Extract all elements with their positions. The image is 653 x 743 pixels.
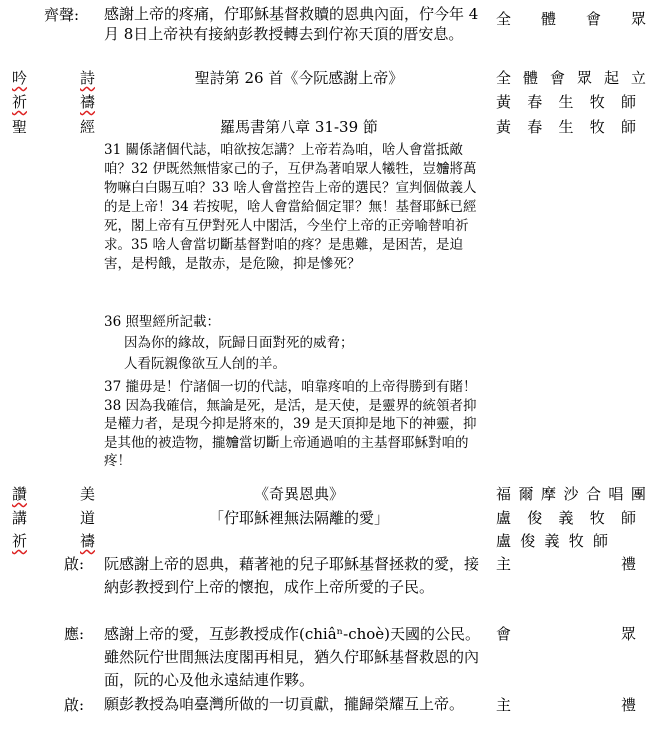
scripture-quote-2: 人看阮親像欲互人刣的羊。 [124,356,286,372]
praise-title: 《奇異恩典》 [253,485,344,503]
resp1-label: 啟: [64,555,85,573]
prayer-label-1: 祈 [12,93,28,111]
scripture-title: 羅馬書第八章 31-39 節 [220,118,378,136]
resp1-text: 阮感謝上帝的恩典，藉著祂的兒子耶穌基督拯救的愛，接納彭教授到佇上帝的懷抱，成作上帝所愛的子民。 [104,555,480,596]
resp2-right: 會 眾 [496,625,636,643]
prayer-label-2: 禱 [80,93,96,111]
hymn-title: 聖詩第 26 首《今阮感謝上帝》 [194,69,404,87]
sermon-title: 「佇耶穌裡無法隔離的愛」 [208,509,389,527]
scripture-passage-3: 37 攏毋是！佇諸個一切的代誌，咱靠疼咱的上帝得勝到有賭！38 因為我確信，無論是死，是活，是天使，是靈界的統領者抑是權力者，是現今抑是將來的，39 是天頂抑是地下的神靈，抑是其他的被造物，攏𣍐當切斷上帝通過咱的主基督耶穌對咱的疼！ [104,379,477,469]
scripture-quote-1: 因為你的緣故，阮歸日面對死的威脅； [124,335,354,351]
unison-label: 齊聲: [44,6,80,24]
scripture-label-2: 經 [80,118,96,136]
hymn-label-1: 吟 [12,69,28,87]
resp2-label: 應: [64,625,85,643]
prayer-right: 黃 春 生 牧 師 [496,93,636,111]
resp3-text: 願彭教授為咱臺灣所做的一切貢獻，攏歸榮耀互上帝。 [104,695,465,713]
prayer2-right: 盧 俊 義 牧 師 [496,532,608,550]
resp3-label: 啟: [64,696,85,714]
resp2-text: 感謝上帝的愛，互彭教授成作(chiâⁿ-choè)天國的公民。雖然阮佇世間無法度閣再相見，猶久佇耶穌基督救恩的內面，阮的心及他永遠結連作夥。 [104,625,481,689]
scripture-label-1: 聖 [12,118,28,136]
scripture-right: 黃 春 生 牧 師 [496,118,636,136]
hymn-label-2: 詩 [80,69,96,87]
scripture-passage-2: 36 照聖經所記載： [104,314,220,330]
prayer2-label-2: 禱 [80,532,96,550]
sermon-label-2: 道 [80,509,96,527]
hymn-right: 全 體 會 眾 起 立 [496,69,646,87]
praise-right: 福 爾 摩 沙 合 唱 團 [496,485,646,503]
sermon-right: 盧 俊 義 牧 師 [496,509,636,527]
praise-label-2: 美 [80,485,96,503]
resp1-right: 主 禮 [496,555,636,573]
sermon-label-1: 講 [12,509,28,527]
prayer2-label-1: 祈 [12,532,28,550]
resp3-right: 主 禮 [496,696,636,714]
unison-text: 感謝上帝的疼痛，佇耶穌基督救贖的恩典內面，佇今年 4月 8日上帝袂有接納彭教授轉去到佇祢天頂的厝安息。 [104,5,479,43]
unison-right: 全 體 會 眾 [496,10,646,28]
scripture-passage-1: 31 關係諸個代誌，咱欲按怎講？上帝若為咱，啥人會當抵敵咱？32 伊既然無惜家己的子，互伊為著咱眾人犧牲，豈𣍐將萬物嘛白白賜互咱？33 啥人會當控告上帝的選民？宣判個做義人的是上帝！34 若按呢，啥人會當給個定罪？無！基督耶穌已經死，閣上帝有互伊對死人中閣活，今坐佇上帝的正旁喻替咱祈求。35 啥人會當切斷基督對咱的疼？是患難，是困苦，是迫害，是枵餓，是散赤，是危險，抑是慘死？ [104,142,477,272]
praise-label-1: 讚 [12,485,28,503]
